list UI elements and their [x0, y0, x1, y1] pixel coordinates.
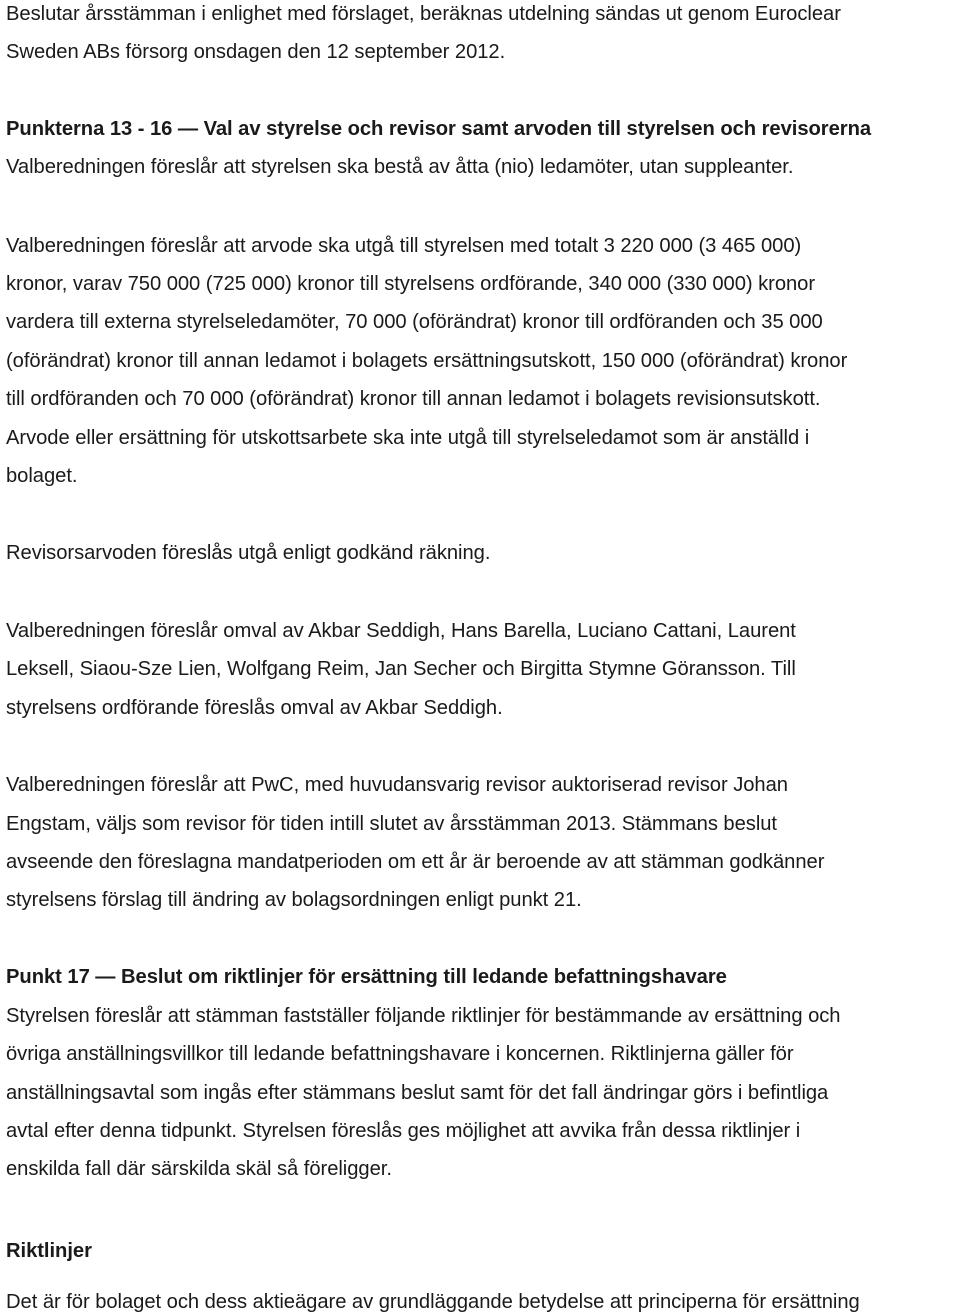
paragraph-line: Arvode eller ersättning för utskottsarbete ska inte utgå till styrelseledamot som är anställd i — [6, 427, 810, 449]
paragraph-line: (oförändrat) kronor till annan ledamot i bolagets ersättningsutskott, 150 000 (oförändrat) kronor — [6, 350, 848, 372]
section-heading: Riktlinjer — [6, 1240, 92, 1262]
paragraph-line: Det är för bolaget och dess aktieägare av grundläggande betydelse att principerna för ersättning — [6, 1291, 860, 1313]
paragraph-line: Styrelsen föreslår att stämman fastställer följande riktlinjer för bestämmande av ersättning och — [6, 1005, 841, 1027]
paragraph-line: Valberedningen föreslår att arvode ska utgå till styrelsen med totalt 3 220 000 (3 465 000) — [6, 235, 802, 257]
paragraph-line: styrelsens ordförande föreslås omval av Akbar Seddigh. — [6, 697, 503, 719]
section-heading: Punkt 17 — Beslut om riktlinjer för ersättning till ledande befattningshavare — [6, 966, 727, 988]
paragraph-line: Beslutar årsstämman i enlighet med förslaget, beräknas utdelning sändas ut genom Euroclear — [6, 3, 841, 25]
paragraph-line: övriga anställningsvillkor till ledande befattningshavare i koncernen. Riktlinjerna gäller för — [6, 1043, 794, 1065]
paragraph-line: vardera till externa styrelseledamöter, 70 000 (oförändrat) kronor till ordföranden och 35 000 — [6, 311, 823, 333]
paragraph-line: anställningsavtal som ingås efter stämmans beslut samt för det fall ändringar görs i befintliga — [6, 1082, 829, 1104]
paragraph-line: enskilda fall där särskilda skäl så föreligger. — [6, 1158, 392, 1180]
paragraph-line: styrelsens förslag till ändring av bolagsordningen enligt punkt 21. — [6, 889, 582, 911]
paragraph-line: kronor, varav 750 000 (725 000) kronor till styrelsens ordförande, 340 000 (330 000) kronor — [6, 273, 816, 295]
paragraph-line: Valberedningen föreslår omval av Akbar Seddigh, Hans Barella, Luciano Cattani, Laurent — [6, 620, 796, 642]
paragraph-line: Valberedningen föreslår att styrelsen ska bestå av åtta (nio) ledamöter, utan suppleanter. — [6, 156, 794, 178]
paragraph-line: Valberedningen föreslår att PwC, med huvudansvarig revisor auktoriserad revisor Johan — [6, 774, 788, 796]
paragraph-line: till ordföranden och 70 000 (oförändrat) kronor till annan ledamot i bolagets revisionsutskott. — [6, 388, 821, 410]
paragraph-line: bolaget. — [6, 465, 78, 487]
paragraph-line: avtal efter denna tidpunkt. Styrelsen föreslås ges möjlighet att avvika från dessa riktlinjer i — [6, 1120, 801, 1142]
paragraph-line: Sweden ABs försorg onsdagen den 12 september 2012. — [6, 41, 506, 63]
paragraph-line: avseende den föreslagna mandatperioden om ett år är beroende av att stämman godkänner — [6, 851, 825, 873]
section-heading: Punkterna 13 - 16 — Val av styrelse och revisor samt arvoden till styrelsen och revisorerna — [6, 118, 872, 140]
paragraph-line: Engstam, väljs som revisor för tiden intill slutet av årsstämman 2013. Stämmans beslut — [6, 813, 777, 835]
paragraph-line: Revisorsarvoden föreslås utgå enligt godkänd räkning. — [6, 542, 491, 564]
paragraph-line: Leksell, Siaou-Sze Lien, Wolfgang Reim, Jan Secher och Birgitta Stymne Göransson. Till — [6, 658, 796, 680]
